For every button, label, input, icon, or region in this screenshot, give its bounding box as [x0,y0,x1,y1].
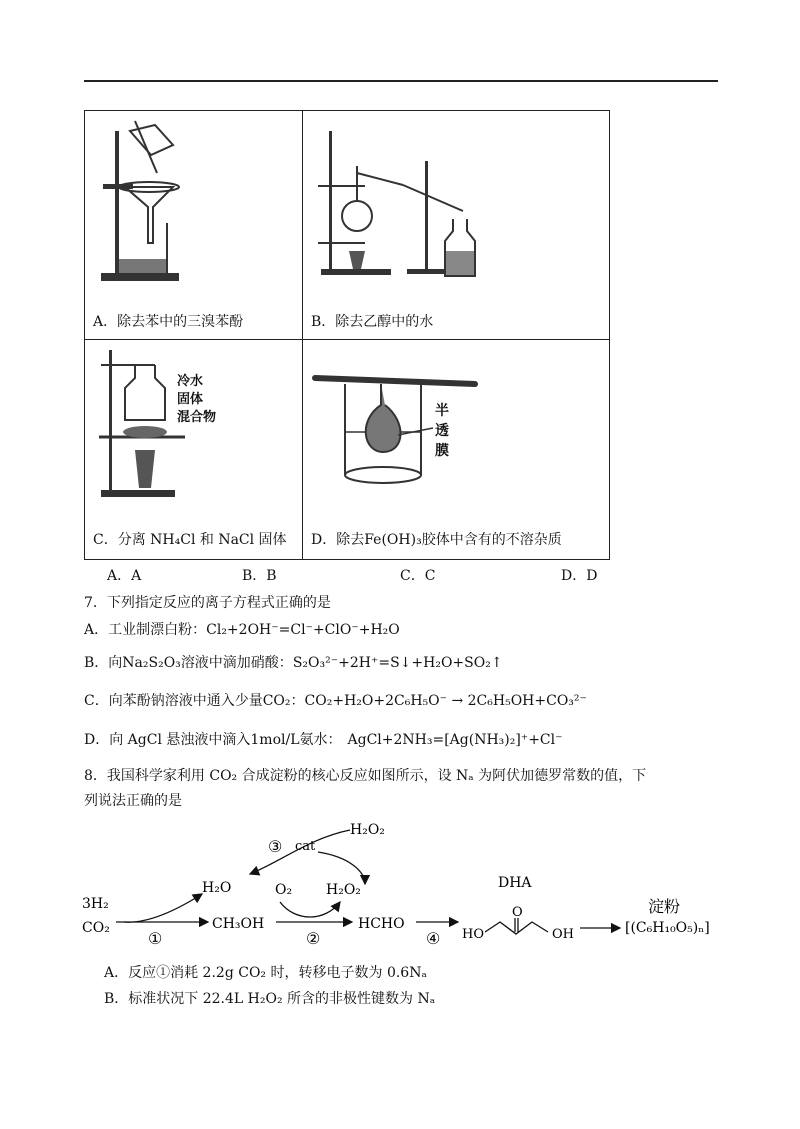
scheme-h2o2-top: H₂O₂ [350,822,385,838]
label-semi: 半 [435,403,449,419]
scheme-dha-o: O [512,905,523,920]
q7-a-equation: Cl₂+2OH⁻=Cl⁻+ClO⁻+H₂O [206,622,400,638]
scheme-co2: CO₂ [82,920,110,936]
caption-c: C．分离 NH₄Cl 和 NaCl 固体 [93,532,287,548]
q7-option-d [84,729,563,749]
q8-option-a: A．反应①消耗 2.2g CO₂ 时，转移电子数为 0.6Nₐ [104,965,427,981]
q7-d-concentration: 1mol/L [250,732,300,748]
scheme-hcho: HCHO [358,916,405,932]
apparatus-table [84,110,610,560]
reaction-scheme [80,812,740,952]
scheme-step1: ① [148,929,163,948]
q7-b-suffix: 溶液中滴加硝酸： [180,655,293,671]
q8-stem-line1: 8．我国科学家利用 CO₂ 合成淀粉的核心反应如图所示，设 Nₐ 为阿伏加德罗常数的值，下 [84,768,647,784]
sublimation-drawing [85,340,302,522]
apparatus-a-figure [85,111,302,306]
scheme-step3: ③ [268,837,283,856]
q7-option-b [84,652,503,672]
dialysis-drawing [303,340,609,522]
label-solid: 固体 [177,392,204,407]
q7-d-text2: 氨水： [299,732,342,748]
scheme-ch3oh: CH₃OH [212,916,265,932]
q7-c-equation: ：CO₂+H₂O+2C₆H₅O⁻ → 2C₆H₅OH+CO₃²⁻ [290,693,587,709]
apparatus-d-figure [303,340,609,522]
q7-d-text: D．向 AgCl 悬浊液中滴入 [84,732,251,748]
distillation-drawing [303,111,609,306]
scheme-h2: 3H₂ [82,896,109,912]
q7-a-text: A．工业制漂白粉： [84,622,207,638]
q7-b-formula: Na₂S₂O₃ [122,655,181,671]
apparatus-b-figure [303,111,609,306]
scheme-starch-formula: [(C₆H₁₀O₅)ₙ] [625,920,710,936]
q6-option-a: A．A [107,568,142,584]
caption-d-suffix: 胶体中含有的不溶杂质 [421,532,562,548]
q7-d-equation: AgCl+2NH₃=[Ag(NH₃)₂]⁺+Cl⁻ [347,732,563,748]
q6-option-b: B．B [242,568,277,584]
scheme-h2o2-mid: H₂O₂ [326,882,361,898]
scheme-o2: O₂ [275,882,293,898]
label-membrane: 膜 [435,443,449,459]
caption-d [303,522,609,559]
scheme-dha-label: DHA [498,875,532,891]
top-rule [84,80,718,82]
apparatus-c-figure [85,340,302,522]
label-mixture: 混合物 [177,410,217,425]
q8-stem-line2: 列说法正确的是 [84,793,182,809]
scheme-step2: ② [306,929,321,948]
scheme-dha-oh: OH [552,927,574,942]
scheme-starch-label: 淀粉 [648,897,681,916]
q6-option-d: D．D [561,568,598,584]
caption-d-prefix: D．除去 [311,532,365,548]
q8-option-b: B．标准状况下 22.4L H₂O₂ 所含的非极性键数为 Nₐ [104,991,436,1007]
caption-b: B．除去乙醇中的水 [311,314,434,330]
q7-c-text: C．向苯酚钠溶液中通入少量 [84,693,263,709]
q7-b-equation: S₂O₃²⁻+2H⁺=S↓+H₂O+SO₂↑ [292,655,503,671]
q7-option-c [84,690,587,710]
filtration-drawing [85,111,302,306]
q7-stem: 7．下列指定反应的离子方程式正确的是 [84,595,331,611]
q7-option-a [84,619,400,639]
q7-b-prefix: B．向 [84,655,123,671]
scheme-h2o: H₂O [202,880,232,896]
caption-a: A．除去苯中的三溴苯酚 [93,314,244,330]
q7-c-formula: CO₂ [262,693,291,709]
scheme-dha-ho: HO [462,927,484,942]
label-cold-water: 冷水 [177,374,204,389]
scheme-cat: cat [295,839,316,854]
caption-d-formula: Fe(OH)₃ [364,532,422,548]
q6-option-c: C．C [400,568,436,584]
scheme-step4: ④ [426,929,441,948]
label-permeable: 透 [435,423,449,439]
